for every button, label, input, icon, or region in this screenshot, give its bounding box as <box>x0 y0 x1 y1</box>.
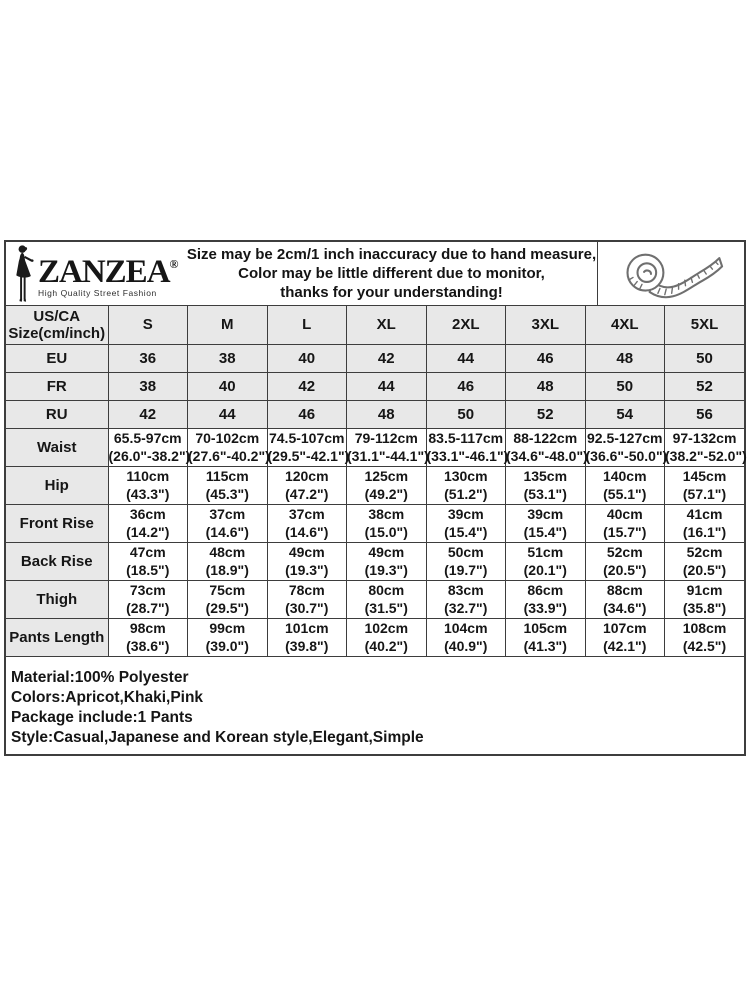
inch-value: (18.9") <box>205 562 249 578</box>
cm-value: 88cm <box>606 582 643 598</box>
inch-value: (15.4") <box>444 524 488 540</box>
size-value-cell: 56 <box>665 400 745 428</box>
inch-value: (20.1") <box>523 562 567 578</box>
inch-value: (57.1") <box>682 486 727 502</box>
size-header-cell: 5XL <box>665 306 745 344</box>
size-value-cell: 40 <box>267 344 347 372</box>
size-value-cell: 36 <box>108 344 188 372</box>
inch-value: (29.5"-42.1") <box>267 448 350 464</box>
cm-value: 37cm <box>209 506 246 522</box>
measurement-row <box>6 466 744 504</box>
inch-value: (51.2") <box>444 486 488 502</box>
tape-cell <box>597 242 744 305</box>
cm-value: 39cm <box>447 506 484 522</box>
cm-value: 48cm <box>209 544 246 560</box>
size-value-cell: 46 <box>426 372 506 400</box>
inch-value: (26.0"-38.2") <box>108 448 191 464</box>
inch-value: (19.3") <box>364 562 408 578</box>
measurement-cell <box>665 542 745 580</box>
corner-label-line2: Size(cm/inch) <box>8 324 106 342</box>
measurement-cell <box>585 504 665 542</box>
inch-value: (36.6"-50.0") <box>585 448 668 464</box>
measurement-cell <box>108 504 188 542</box>
cm-value: 39cm <box>527 506 564 522</box>
cm-value: 102cm <box>364 620 409 636</box>
measurement-cell <box>108 618 188 656</box>
size-value-cell: 48 <box>506 372 586 400</box>
cm-value: 52cm <box>686 544 723 560</box>
inch-value: (43.3") <box>126 486 170 502</box>
size-value-cell: 50 <box>426 400 506 428</box>
row-label: Pants Length <box>6 618 108 656</box>
cm-value: 83.5-117cm <box>428 430 504 446</box>
cm-value: 99cm <box>209 620 246 636</box>
cm-value: 115cm <box>205 468 249 484</box>
cm-value: 140cm <box>602 468 647 484</box>
cm-value: 79-112cm <box>354 430 418 446</box>
cm-value: 51cm <box>527 544 564 560</box>
measurement-cell <box>506 542 586 580</box>
row-label: FR <box>6 372 108 400</box>
cm-value: 52cm <box>606 544 643 560</box>
measurement-cell <box>108 542 188 580</box>
row-label: EU <box>6 344 108 372</box>
size-table <box>6 306 747 657</box>
measurement-cell <box>108 466 188 504</box>
inch-value: (45.3") <box>205 486 249 502</box>
detail-line-style: Style:Casual,Japanese and Korean style,Elegant,Simple <box>11 728 424 746</box>
cm-value: 73cm <box>129 582 166 598</box>
cm-value: 47cm <box>129 544 166 560</box>
cm-value: 92.5-127cm <box>586 430 663 446</box>
measurement-cell <box>426 466 506 504</box>
disclaimer-line-3: thanks for your understanding! <box>280 284 503 301</box>
inch-value: (29.5") <box>205 600 249 616</box>
measurement-cell <box>267 618 347 656</box>
inch-value: (41.3") <box>523 638 567 654</box>
cm-value: 78cm <box>288 582 325 598</box>
size-value-cell: 38 <box>188 344 268 372</box>
inch-value: (16.1") <box>682 524 727 540</box>
cm-value: 65.5-97cm <box>113 430 182 446</box>
inch-value: (14.6") <box>285 524 329 540</box>
size-value-cell: 44 <box>426 344 506 372</box>
disclaimer-text <box>186 242 597 305</box>
row-label: Thigh <box>6 580 108 618</box>
cm-value: 101cm <box>284 620 329 636</box>
disclaimer-line-2: Color may be little different due to monitor, <box>238 265 545 282</box>
inch-value: (31.1"-44.1") <box>347 448 429 464</box>
size-value-cell: 52 <box>506 400 586 428</box>
inch-value: (27.6"-40.2") <box>188 448 270 464</box>
measurement-row <box>6 580 744 618</box>
inch-value: (20.5") <box>603 562 647 578</box>
size-value-cell: 48 <box>347 400 427 428</box>
measurement-cell <box>506 466 586 504</box>
cm-value: 74.5-107cm <box>268 430 345 446</box>
measurement-row <box>6 542 744 580</box>
measurement-row <box>6 504 744 542</box>
inch-value: (35.8") <box>682 600 727 616</box>
header-band <box>6 242 744 306</box>
measurement-cell <box>426 542 506 580</box>
measurement-cell <box>585 466 665 504</box>
measurement-cell <box>665 428 745 466</box>
measuring-tape-icon <box>607 245 735 303</box>
size-value-cell: 44 <box>347 372 427 400</box>
size-value-cell: 52 <box>665 372 745 400</box>
measurement-row <box>6 618 744 656</box>
inch-value: (14.6") <box>205 524 249 540</box>
row-label: RU <box>6 400 108 428</box>
measurement-cell <box>267 504 347 542</box>
size-header-cell: 4XL <box>585 306 665 344</box>
detail-line-colors: Colors:Apricot,Khaki,Pink <box>11 688 204 706</box>
measurement-cell <box>267 542 347 580</box>
inch-value: (40.9") <box>444 638 488 654</box>
size-value-cell: 46 <box>267 400 347 428</box>
inch-value: (42.1") <box>603 638 647 654</box>
inch-value: (39.8") <box>285 638 329 654</box>
cm-value: 120cm <box>284 468 329 484</box>
measurement-cell <box>347 428 427 466</box>
detail-line-package: Package include:1 Pants <box>11 708 193 726</box>
measurement-cell <box>188 542 268 580</box>
cm-value: 104cm <box>443 620 488 636</box>
measurement-cell <box>506 428 586 466</box>
inch-value: (39.0") <box>205 638 249 654</box>
inch-value: (38.6") <box>126 638 170 654</box>
brand-block <box>6 242 186 305</box>
cm-value: 38cm <box>368 506 405 522</box>
inch-value: (42.5") <box>682 638 727 654</box>
cm-value: 41cm <box>686 506 723 522</box>
measurement-cell <box>267 428 350 466</box>
brand-text <box>38 249 179 298</box>
size-header-cell: 3XL <box>506 306 586 344</box>
measurement-cell <box>665 580 745 618</box>
cm-value: 70-102cm <box>195 430 260 446</box>
cm-value: 37cm <box>288 506 325 522</box>
size-header-cell: S <box>108 306 188 344</box>
measurement-cell <box>188 428 268 466</box>
cm-value: 125cm <box>364 468 409 484</box>
measurement-cell <box>347 580 427 618</box>
content-panel <box>4 240 746 756</box>
inch-value: (14.2") <box>126 524 170 540</box>
size-header-row <box>6 306 744 344</box>
cm-value: 86cm <box>527 582 564 598</box>
cm-value: 80cm <box>368 582 405 598</box>
cm-value: 40cm <box>606 506 643 522</box>
measurement-cell <box>585 618 665 656</box>
size-value-cell: 38 <box>108 372 188 400</box>
region-size-row <box>6 372 744 400</box>
size-value-cell: 50 <box>585 372 665 400</box>
size-header-cell: L <box>267 306 347 344</box>
inch-value: (34.6") <box>603 600 647 616</box>
row-label: Front Rise <box>6 504 108 542</box>
measurement-cell <box>585 428 668 466</box>
size-value-cell: 54 <box>585 400 665 428</box>
row-label: Waist <box>6 428 108 466</box>
cm-value: 91cm <box>686 582 723 598</box>
brand-tagline: High Quality Street Fashion <box>38 288 157 298</box>
size-header-cell: XL <box>347 306 427 344</box>
inch-value: (31.5") <box>364 600 408 616</box>
measurement-cell <box>426 504 506 542</box>
inch-value: (34.6"-48.0") <box>506 448 588 464</box>
size-header-cell: 2XL <box>426 306 506 344</box>
measurement-cell <box>347 466 427 504</box>
row-label: Back Rise <box>6 542 108 580</box>
measurement-cell <box>426 580 506 618</box>
size-header-cell: M <box>188 306 268 344</box>
size-table-body <box>6 306 747 656</box>
inch-value: (53.1") <box>523 486 567 502</box>
cm-value: 98cm <box>129 620 166 636</box>
cm-value: 49cm <box>288 544 325 560</box>
inch-value: (19.3") <box>285 562 329 578</box>
measurement-cell <box>188 580 268 618</box>
inch-value: (20.5") <box>682 562 727 578</box>
cm-value: 88-122cm <box>513 430 578 446</box>
size-value-cell: 48 <box>585 344 665 372</box>
measurement-cell <box>585 580 665 618</box>
inch-value: (49.2") <box>364 486 408 502</box>
measurement-cell <box>267 580 347 618</box>
detail-line-material: Material:100% Polyester <box>11 668 189 686</box>
measurement-cell <box>347 504 427 542</box>
cm-value: 75cm <box>209 582 246 598</box>
size-value-cell: 50 <box>665 344 745 372</box>
size-value-cell: 40 <box>188 372 268 400</box>
cm-value: 36cm <box>129 506 166 522</box>
brand-name: ZANZEA® <box>38 254 179 290</box>
inch-value: (15.0") <box>364 524 408 540</box>
measurement-cell <box>506 618 586 656</box>
region-size-row <box>6 344 744 372</box>
measurement-cell <box>665 504 745 542</box>
registered-mark: ® <box>169 257 179 271</box>
disclaimer-line-1: Size may be 2cm/1 inch inaccuracy due to hand measure, <box>186 246 597 263</box>
inch-value: (38.2"-52.0") <box>665 448 747 464</box>
cm-value: 135cm <box>523 468 568 484</box>
inch-value: (40.2") <box>364 638 408 654</box>
corner-label-line1: US/CA <box>33 307 81 325</box>
cm-value: 50cm <box>447 544 484 560</box>
cm-value: 105cm <box>523 620 568 636</box>
measurement-cell <box>108 580 188 618</box>
cm-value: 83cm <box>447 582 484 598</box>
cm-value: 108cm <box>682 620 727 636</box>
inch-value: (33.9") <box>523 600 567 616</box>
inch-value: (15.7") <box>603 524 647 540</box>
measurement-cell <box>188 504 268 542</box>
inch-value: (18.5") <box>126 562 170 578</box>
cm-value: 145cm <box>682 468 727 484</box>
woman-fashion-silhouette-icon <box>11 244 37 304</box>
measurement-cell <box>585 542 665 580</box>
inch-value: (55.1") <box>603 486 647 502</box>
inch-value: (28.7") <box>126 600 170 616</box>
measurement-cell <box>347 618 427 656</box>
size-value-cell: 42 <box>347 344 427 372</box>
inch-value: (32.7") <box>444 600 488 616</box>
inch-value: (15.4") <box>523 524 567 540</box>
inch-value: (19.7") <box>444 562 488 578</box>
cm-value: 97-132cm <box>672 430 737 446</box>
cm-value: 110cm <box>126 468 170 484</box>
size-value-cell: 42 <box>108 400 188 428</box>
measurement-cell <box>267 466 347 504</box>
measurement-cell <box>347 542 427 580</box>
row-label: Hip <box>6 466 108 504</box>
size-value-cell: 46 <box>506 344 586 372</box>
cm-value: 130cm <box>443 468 488 484</box>
corner-label-cell <box>6 306 108 344</box>
inch-value: (47.2") <box>285 486 329 502</box>
cm-value: 49cm <box>368 544 405 560</box>
size-value-cell: 42 <box>267 372 347 400</box>
measurement-cell <box>188 466 268 504</box>
measurement-cell <box>506 580 586 618</box>
cm-value: 107cm <box>602 620 647 636</box>
measurement-cell <box>426 428 509 466</box>
measurement-cell <box>188 618 268 656</box>
measurement-row <box>6 428 744 466</box>
measurement-cell <box>108 428 191 466</box>
product-details <box>6 657 744 754</box>
region-size-row <box>6 400 744 428</box>
measurement-cell <box>665 618 745 656</box>
measurement-cell <box>665 466 745 504</box>
measurement-cell <box>506 504 586 542</box>
inch-value: (33.1"-46.1") <box>426 448 509 464</box>
inch-value: (30.7") <box>285 600 329 616</box>
size-value-cell: 44 <box>188 400 268 428</box>
measurement-cell <box>426 618 506 656</box>
